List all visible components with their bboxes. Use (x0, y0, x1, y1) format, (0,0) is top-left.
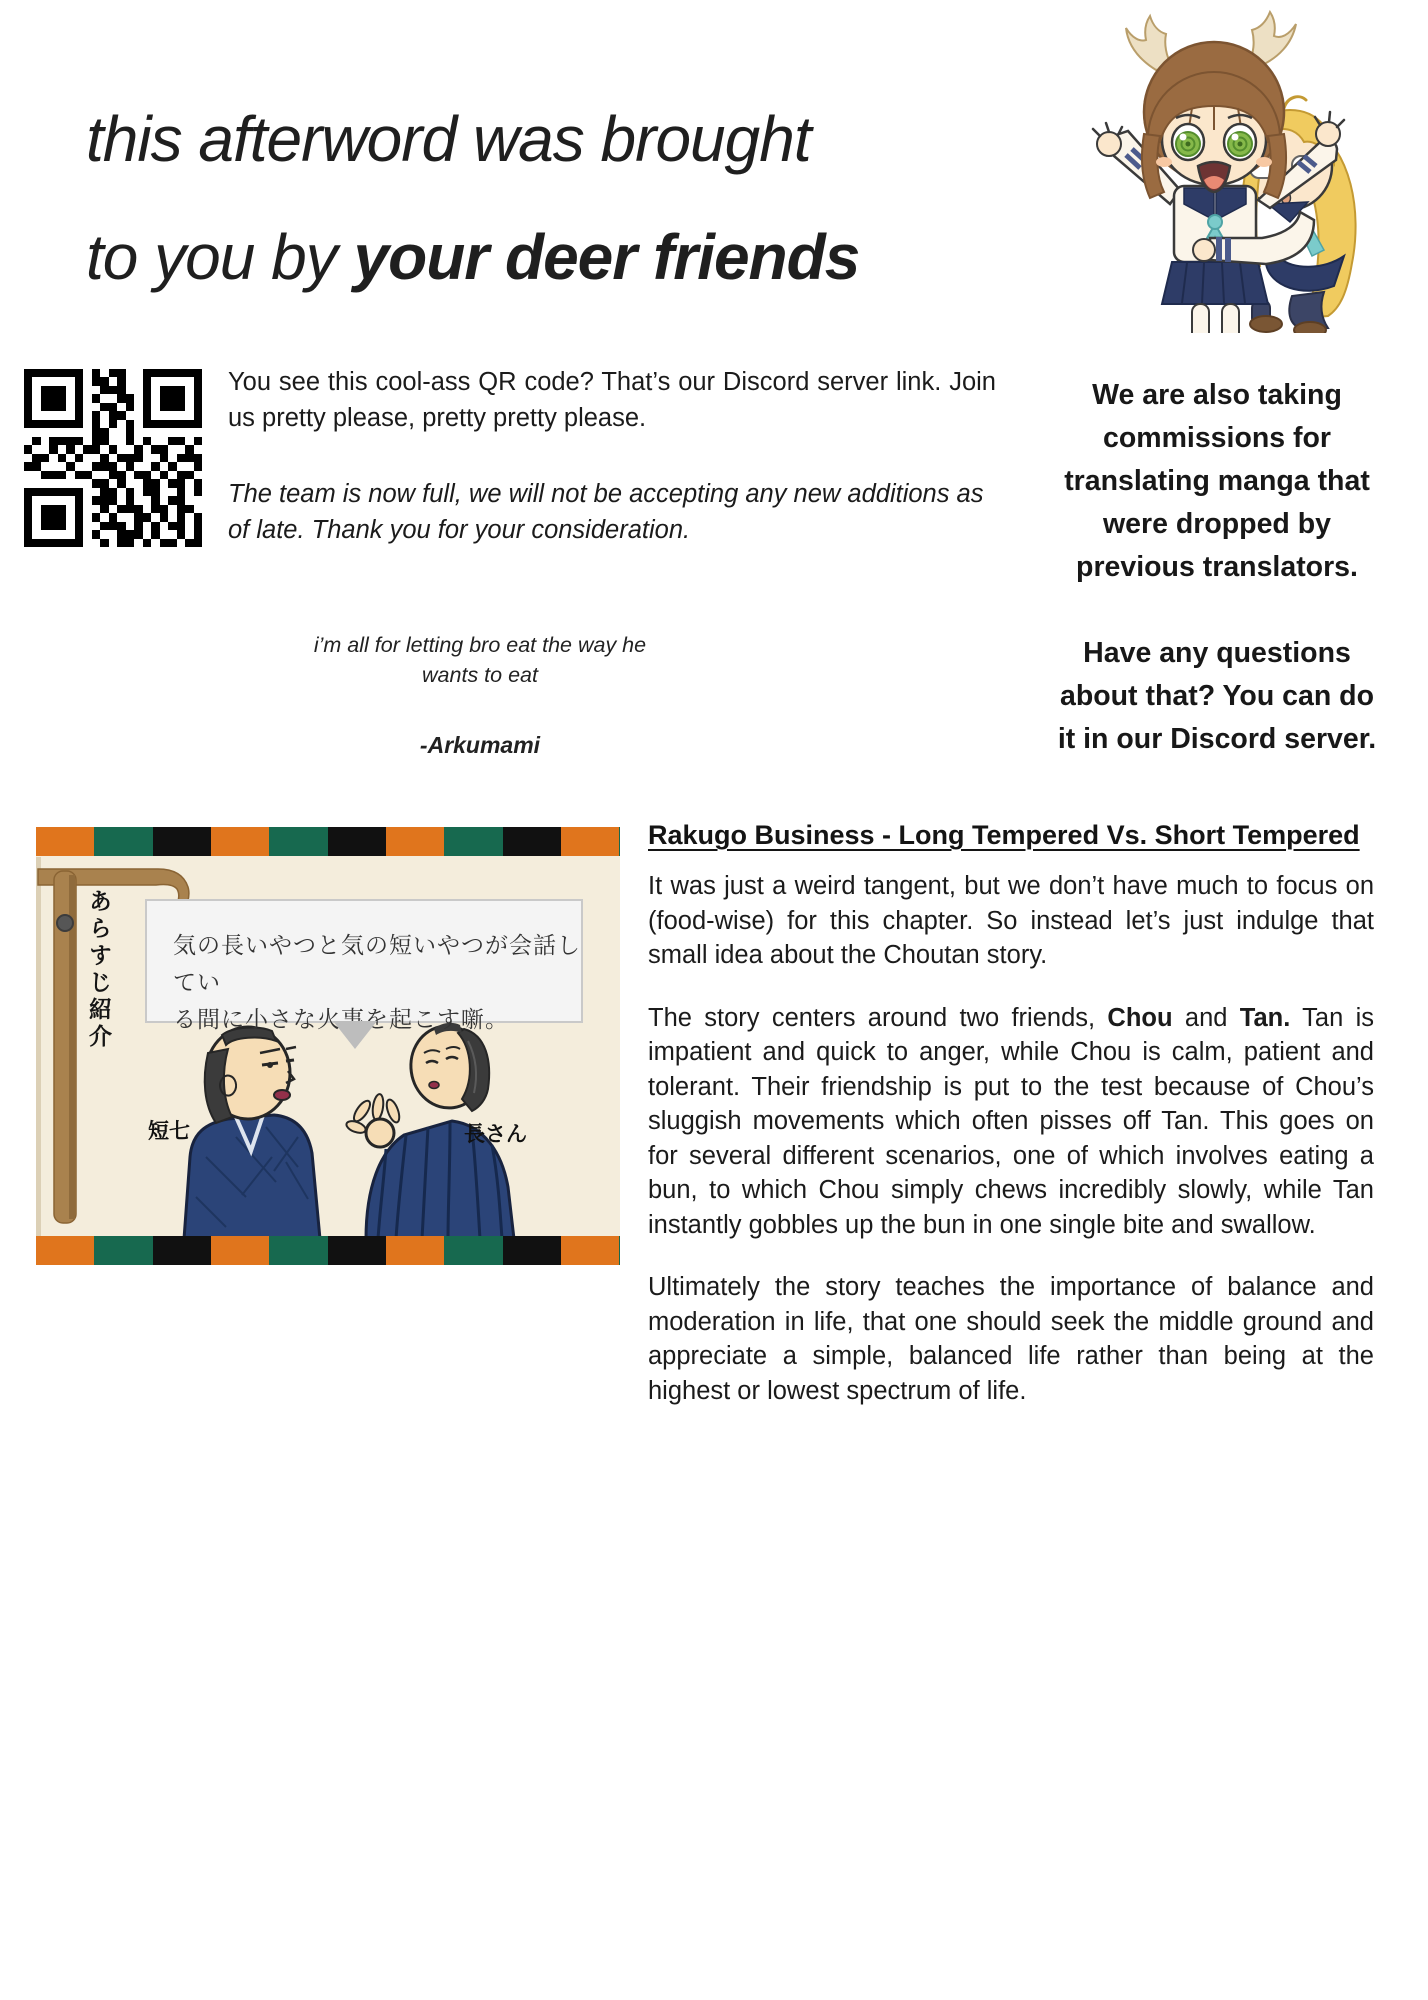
qr-copy (228, 364, 996, 548)
panel-border-bottom (36, 1236, 620, 1265)
article-heading: Rakugo Business - Long Tempered Vs. Short Tempered (648, 820, 1360, 850)
tan-bold: Tan. (1239, 1003, 1291, 1032)
qr-code (24, 369, 202, 547)
page-title (86, 80, 859, 316)
rakugo-panel (36, 827, 620, 1265)
rakugo-illustration (36, 827, 620, 1265)
questions-note: Have any questions about that? You can do it in our Discord server. (1057, 637, 1377, 755)
title-line1: this afterword was brought (86, 103, 811, 175)
title-line2: to you by your deer friends (86, 221, 860, 293)
synopsis-vertical-label: あらすじ紹介 (86, 889, 111, 1051)
quote-line1: i’m all for letting bro eat the way he (313, 633, 647, 657)
character-label-tanshichi: 短七 (148, 1119, 190, 1143)
commissions-note: We are also taking commissions for translating manga that were dropped by previous translators. (1064, 379, 1370, 583)
chou-bold: Chou (1107, 1003, 1173, 1032)
quote-block (240, 630, 720, 760)
speech-bubble (145, 899, 583, 1032)
bubble-tail (333, 1021, 377, 1049)
article-paragraph-3: Ultimately the story teaches the importance of balance and moderation in life, that one should seek the middle ground and appreciate a simple, balanced life rather than being at the highest or lowest spectrum of life. (648, 1273, 1374, 1405)
discord-invite-text: You see this cool-ass QR code? That’s our Discord server link. Join us pretty please, pretty pretty please. (228, 368, 996, 432)
quote-author: -Arkumami (419, 732, 541, 758)
article-paragraph-1: It was just a weird tangent, but we don’t have much to focus on (food-wise) for this chapter. So instead let’s just indulge that small idea about the Choutan story. (648, 872, 1374, 969)
title-deer-friends: your deer friends (353, 221, 860, 293)
chibi-deer-mascots-illustration (1052, 8, 1387, 333)
bubble-line2: る間に小さな火事を起こす噺。 (173, 1007, 509, 1032)
quote-line2: wants to eat (422, 663, 538, 687)
panel-border-top (36, 827, 620, 856)
bubble-line1: 気の長いやつと気の短いやつが会話してい (173, 933, 581, 995)
character-label-chousan: 長さん (464, 1122, 527, 1146)
team-full-note: The team is now full, we will not be accepting any new additions as of late. Thank you for your consideration. (228, 480, 984, 544)
rakugo-article (648, 820, 1374, 1436)
article-paragraph-2: The story centers around two friends, Chou and Tan. Tan is impatient and quick to anger, while Chou is calm, patient and tolerant. Their friendship is put to the test because of Chou’s sluggish movements which often pisses off Tan. This goes on for several different scenarios, one of which involves eating a bun, to which Chou simply chews incredibly slowly, while Tan instantly gobbles up the bun in one single bite and swallow. (648, 1003, 1374, 1239)
